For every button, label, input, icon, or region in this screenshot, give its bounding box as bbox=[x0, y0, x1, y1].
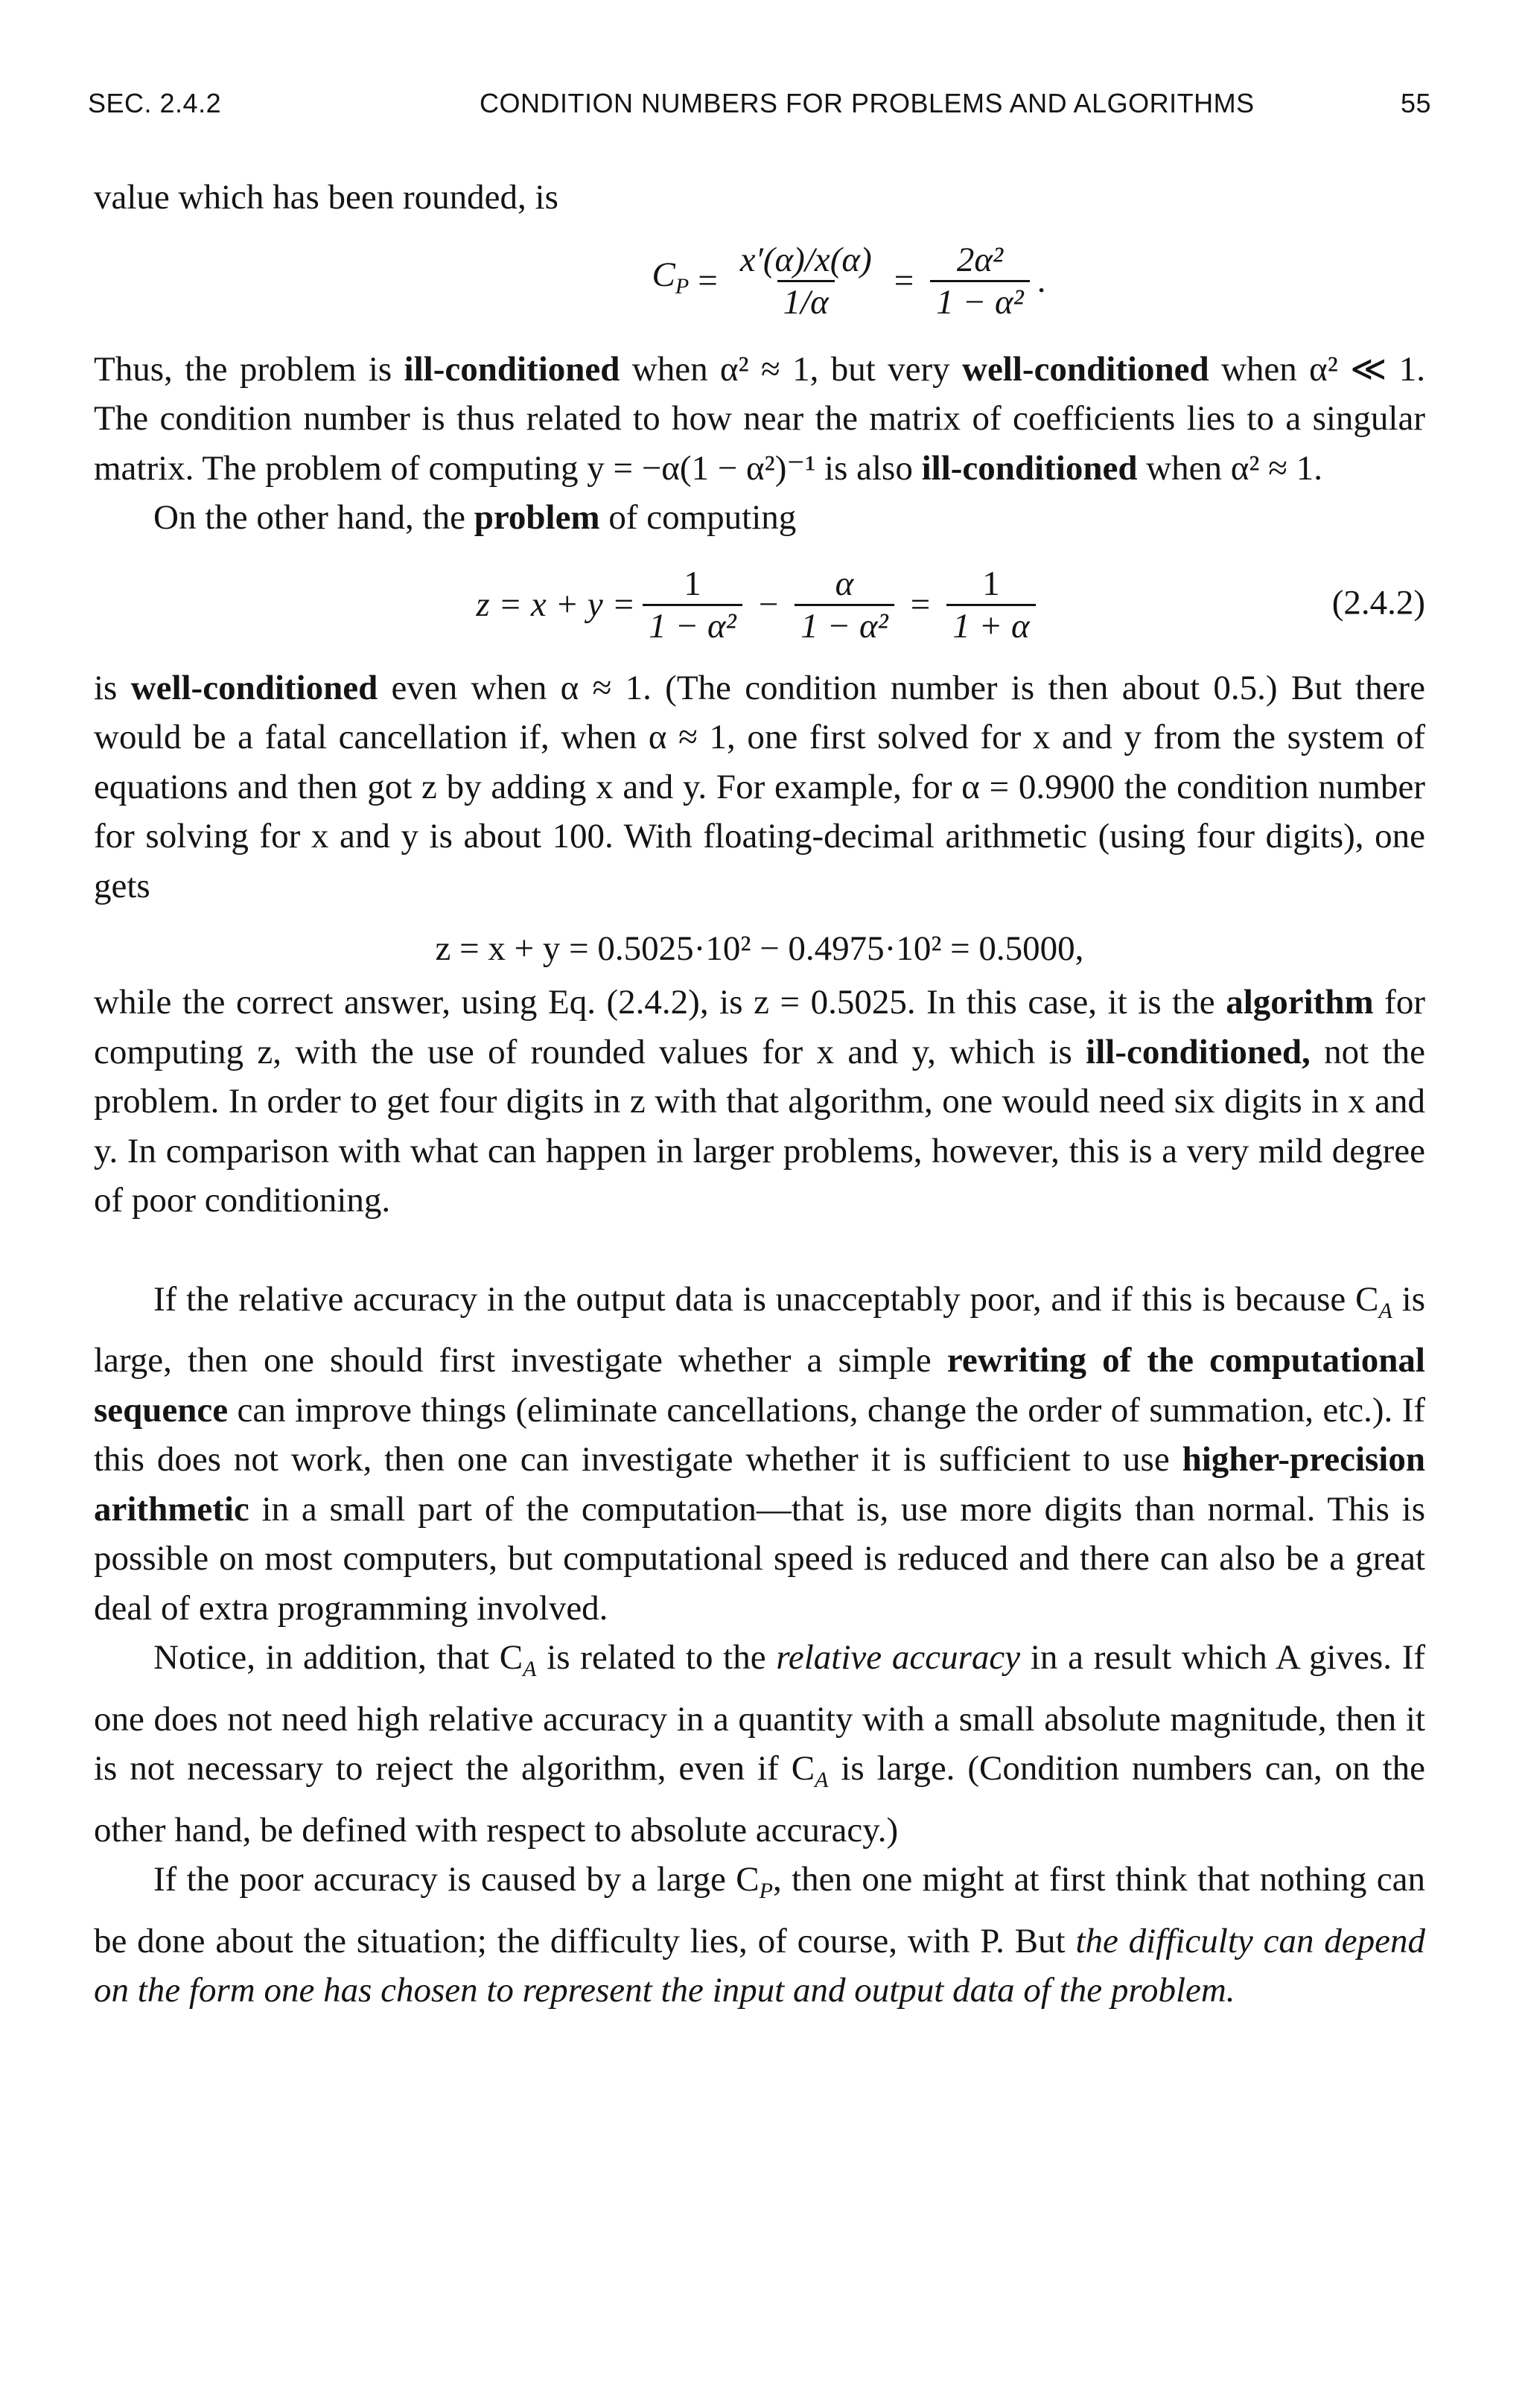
lead-in-text: value which has been rounded, is bbox=[94, 178, 558, 217]
eq-z-fraction-2: $\frac{\alpha}{\text{1 − α²}}$ bbox=[795, 564, 894, 646]
paragraph-algorithm-ill-conditioned: while the correct answer, using Eq. (2.4.2), is z = 0.5025. In this case, it is the algorithm for computing z, with the use of rounded values for x and y, which is ill-conditioned, not the problem. In order to get four digits in z with that algorithm, one would need six digits in x and y. In comparison with what can happen in larger problems, however, this is a very mild degree of poor conditioning. bbox=[94, 983, 1425, 1220]
page-header bbox=[88, 88, 1431, 133]
eq-cp-fraction-2: $\frac{\text{2α²}}{\text{1 − α²}}$ bbox=[930, 240, 1029, 322]
equation-2-4-2: z = x + y = $\frac{1}{\text{1 − α²}}$ − $\frac{\alpha}{\text{1 − α²}}$ = $\frac{1}{1 + \alpha}$ (2.4.2) bbox=[476, 564, 1425, 646]
eq-cp-fraction-1: $\frac{x'(\alpha)/x(\alpha)}{1/\alpha}$ bbox=[739, 241, 872, 322]
paragraph-poor-accuracy: If the poor accuracy is caused by a large $C_P$, then one might at first think that nothing can be done about the situation; the difficulty lies, of course, with P. But the difficulty can depend on the form one has chosen to represent the input and output data of the problem. bbox=[94, 1860, 1425, 2010]
equation-numeric-example: z = x + y = 0.5025·10² − 0.4975·10² = 0.5000, bbox=[435, 929, 1084, 968]
eq-z-fraction-1: $\frac{1}{\text{1 − α²}}$ bbox=[643, 564, 742, 646]
eq-cp-lhs: $C_P$ bbox=[652, 255, 690, 299]
equation-number: (2.4.2) bbox=[1331, 582, 1425, 622]
eq-z-fraction-3: $\frac{1}{1 + \alpha}$ bbox=[946, 564, 1035, 646]
paragraph-other-hand: On the other hand, the problem of computing bbox=[153, 498, 797, 537]
running-title: CONDITION NUMBERS FOR PROBLEMS AND ALGORITHMS bbox=[480, 88, 1255, 118]
paragraph-fatal-cancellation: is well-conditioned even when α ≈ 1. (The condition number is then about 0.5.) But there would be a fatal cancellation if, when α ≈ 1, one first solved for x and y from the system of equations and then got z by adding x and y. For example, for α = 0.9900 the condition number for solving for x and y is about 100. With floating-decimal arithmetic (using four digits), one gets bbox=[94, 668, 1425, 905]
section-number: SEC. 2.4.2 bbox=[88, 88, 222, 118]
paragraph-ill-conditioned: Thus, the problem is ill-conditioned when α² ≈ 1, but very well-conditioned when α² ≪ 1. The condition number is thus related to how near the matrix of coefficients lies to a singular matrix. The problem of computing y = −α(1 − α²)⁻¹ is also ill-conditioned when α² ≈ 1. bbox=[94, 349, 1425, 488]
paragraph-relative-accuracy: If the relative accuracy in the output data is unacceptably poor, and if this is because $C_A$ is large, then one should first investigate whether a simple rewriting of the computational sequence can improve things (eliminate cancellations, change the order of summation, etc.). If this does not work, then one can investigate whether it is sufficient to use higher-precision arithmetic in a small part of the computation—that is, use more digits than normal. This is possible on most computers, but computational speed is reduced and there can also be a great deal of extra programming involved. bbox=[94, 1279, 1425, 1628]
page-body bbox=[94, 173, 1425, 2016]
paragraph-notice: Notice, in addition, that $C_A$ is related to the relative accuracy in a result which A gives. If one does not need high relative accuracy in a quantity with a small absolute magnitude, then it is not necessary to reject the algorithm, even if $C_A$ is large. (Condition numbers can, on the other hand, be defined with respect to absolute accuracy.) bbox=[94, 1638, 1426, 1850]
page-number: 55 bbox=[1400, 88, 1431, 118]
equation-condition-number-p: $C_P$ = $\frac{x'(\alpha)/x(\alpha)}{1/\alpha}$ = $\frac{\text{2α²}}{\text{1 − α²}}$ . bbox=[652, 241, 1046, 322]
